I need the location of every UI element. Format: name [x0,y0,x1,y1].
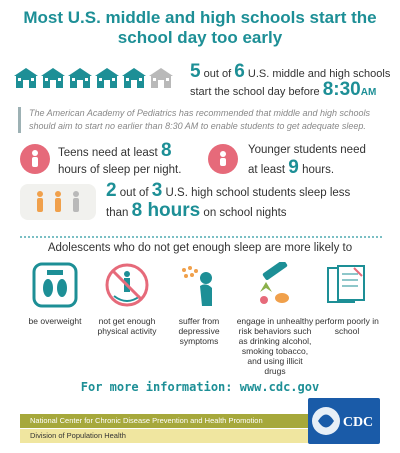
child-person-icon [208,144,238,174]
cdc-logo-text: CDC [342,415,374,430]
school-icon [122,68,146,88]
younger-pre: Younger students need [248,144,366,156]
risk-label: engage in unhealthy risk behaviors such as drinking alcohol, smoking tobacco, and using illicit drugs [236,316,314,376]
student-icon [55,191,61,212]
school-icon-grey [149,68,173,88]
younger-sleep-stat [248,142,398,179]
footer-center-name: National Center for Chronic Disease Prevention and Health Promotion [20,414,320,428]
risk-item [236,262,314,376]
depressed-person-icon [176,262,222,308]
stat-out-of-2: out of [119,187,149,199]
hs-sleep-stat [106,182,396,222]
younger-pre2: at least [248,164,286,176]
risk-label: be overweight [28,316,82,326]
more-info-link[interactable]: For more information: www.cdc.gov [80,380,320,394]
title-line-2: school day too early [117,28,283,47]
school-icon [68,68,92,88]
teens-pre: Teens need at least [58,147,158,159]
scale-icon [32,262,78,308]
school-icons [14,68,176,90]
teen-person-icon [20,144,50,174]
stat-6: 6 [234,61,245,82]
student-icon-grey [73,191,79,212]
title-line-1: Most U.S. middle and high schools start the [23,8,377,27]
risk-item [88,262,166,336]
start-time-ampm: AM [360,87,377,98]
risk-label: not get enough physical activity [97,316,157,336]
younger-post: hours. [302,164,335,176]
school-icon [41,68,65,88]
drugs-alcohol-icon [252,262,298,308]
stat-2: 2 [106,180,117,201]
teens-hours: 8 [160,140,172,161]
risk-item [308,262,386,336]
stat-3: 3 [151,180,163,201]
page-title [0,8,400,48]
adolescents-heading: Adolescents who do not get enough sleep are more likely to [47,242,353,254]
sleep-text-1: U.S. high school students sleep less [165,187,351,199]
start-time: 8:30 [322,79,361,100]
teens-sleep-stat [58,142,208,179]
school-icon-row [14,68,176,90]
sleep-text-3: on school nights [203,207,287,219]
stat-text-1: U.S. middle and high schools [247,68,391,80]
sleep-8-hours: 8 hours [131,200,201,221]
students-icon-box [20,184,96,220]
younger-hours: 9 [288,157,299,178]
school-icon [14,68,38,88]
failing-papers-icon [324,262,370,308]
risk-item [160,262,238,346]
divider [20,236,382,238]
sleep-text-2: than [106,207,129,219]
stat-5: 5 [190,61,201,82]
footer-division-name: Division of Population Health [20,429,320,443]
school-icon [95,68,119,88]
no-jump-rope-icon [104,262,150,308]
cdc-logo [308,398,380,444]
teens-post: hours of sleep per night. [58,164,182,176]
risk-label: suffer from depressive symptoms [178,316,220,346]
student-icon [37,191,43,212]
stat-out-of: out of [203,68,232,80]
stat-text-2: start the school day before [190,86,320,98]
risk-label: perform poorly in school [315,316,379,336]
start-time-stat [190,61,395,101]
aap-note: The American Academy of Pediatrics has recommended that middle and high schools should aim to start no earlier than 8:30 AM to enable students to get adequate sleep. [18,107,390,133]
risk-item [16,262,94,326]
